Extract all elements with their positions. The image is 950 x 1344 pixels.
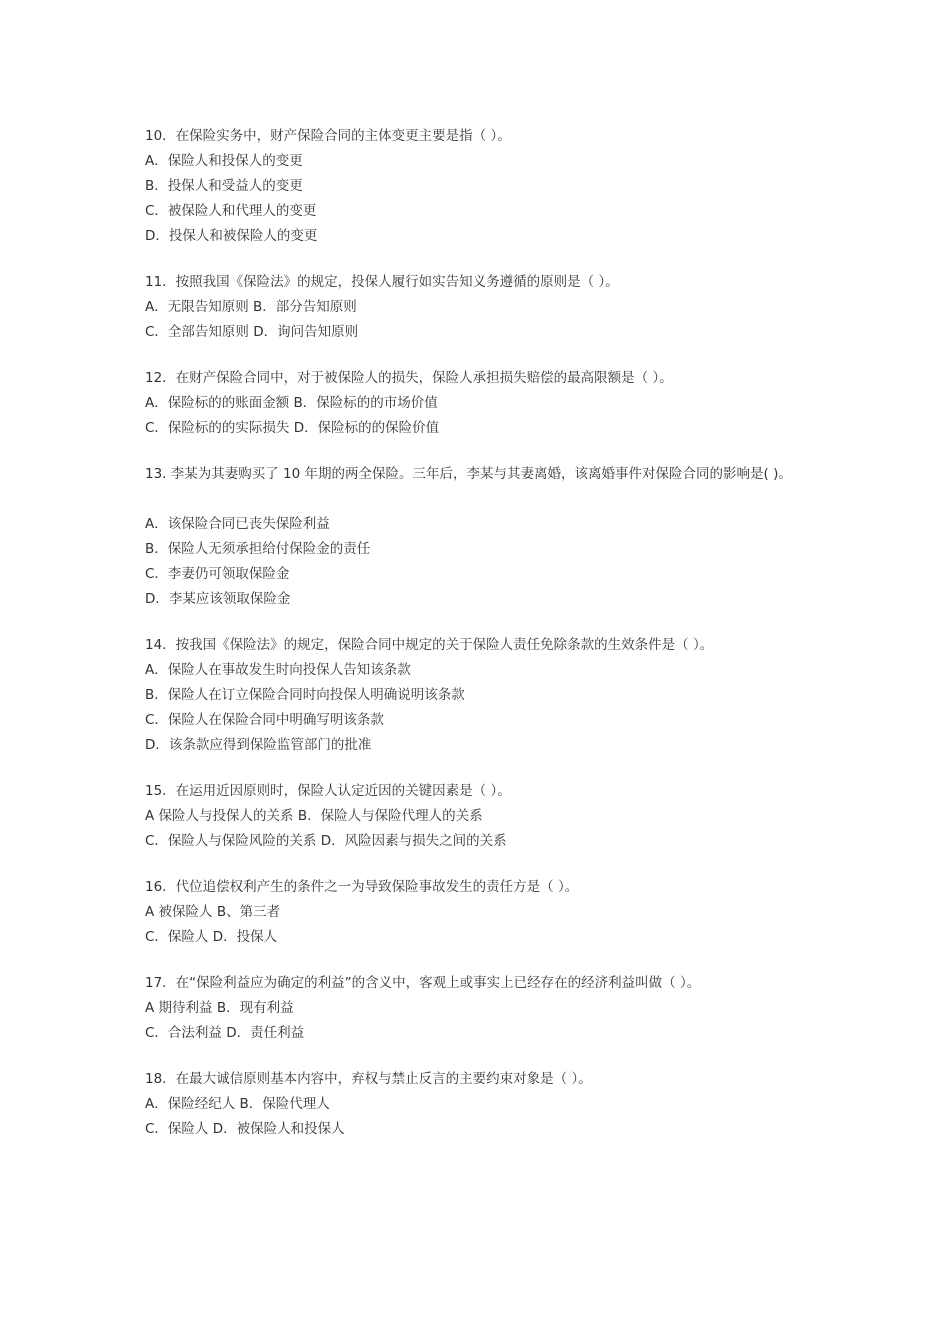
question-stem: 13. 李某为其妻购买了 10 年期的两全保险。三年后，李某与其妻离婚，该离婚事件对保险合同的影响是( )。 xyxy=(145,466,792,482)
question-stem: 11．按照我国《保险法》的规定，投保人履行如实告知义务遵循的原则是（ ）。 xyxy=(145,274,619,290)
question-stem: 12．在财产保险合同中，对于被保险人的损失，保险人承担损失赔偿的最高限额是（ ）。 xyxy=(145,370,673,386)
question-12 xyxy=(145,366,825,441)
option-line: B．保险人无须承担给付保险金的责任 xyxy=(145,541,371,557)
question-10 xyxy=(145,124,825,249)
question-stem: 14．按我国《保险法》的规定，保险合同中规定的关于保险人责任免除条款的生效条件是（ ）。 xyxy=(145,637,714,653)
option-line: D．该条款应得到保险监管部门的批准 xyxy=(145,737,372,753)
option-line: C．合法利益 D．责任利益 xyxy=(145,1025,305,1041)
option-line: A 期待利益 B．现有利益 xyxy=(145,1000,294,1016)
option-line: C．保险标的的实际损失 D．保险标的的保险价值 xyxy=(145,420,440,436)
option-line: C．保险人在保险合同中明确写明该条款 xyxy=(145,712,384,728)
question-stem: 17．在“保险利益应为确定的利益”的含义中，客观上或事实上已经存在的经济利益叫做（ ）。 xyxy=(145,975,701,991)
question-16 xyxy=(145,875,825,950)
option-line: C．全部告知原则 D．询问告知原则 xyxy=(145,324,359,340)
question-18 xyxy=(145,1067,825,1142)
question-stem: 16．代位追偿权利产生的条件之一为导致保险事故发生的责任方是（ ）。 xyxy=(145,879,579,895)
question-list xyxy=(145,124,825,1163)
option-line: A．无限告知原则 B．部分告知原则 xyxy=(145,299,357,315)
option-line: B．保险人在订立保险合同时向投保人明确说明该条款 xyxy=(145,687,465,703)
option-line: B．投保人和受益人的变更 xyxy=(145,178,303,194)
question-stem: 15．在运用近因原则时，保险人认定近因的关键因素是（ ）。 xyxy=(145,783,511,799)
option-line: A 被保险人 B、第三者 xyxy=(145,904,281,920)
question-11 xyxy=(145,270,825,345)
option-line: A 保险人与投保人的关系 B．保险人与保险代理人的关系 xyxy=(145,808,483,824)
option-line: A．该保险合同已丧失保险利益 xyxy=(145,516,330,532)
question-17 xyxy=(145,971,825,1046)
question-stem: 10．在保险实务中，财产保险合同的主体变更主要是指（ ）。 xyxy=(145,128,511,144)
option-line: C．保险人 D．投保人 xyxy=(145,929,278,945)
blank-line xyxy=(145,487,825,512)
option-line: A．保险标的的账面金额 B．保险标的的市场价值 xyxy=(145,395,438,411)
option-line: D．投保人和被保险人的变更 xyxy=(145,228,318,244)
option-line: C．李妻仍可领取保险金 xyxy=(145,566,290,582)
question-15 xyxy=(145,779,825,854)
question-14 xyxy=(145,633,825,758)
question-stem: 18．在最大诚信原则基本内容中，弃权与禁止反言的主要约束对象是（ ）。 xyxy=(145,1071,592,1087)
option-line: A．保险经纪人 B．保险代理人 xyxy=(145,1096,330,1112)
option-line: C．被保险人和代理人的变更 xyxy=(145,203,317,219)
option-line: A．保险人和投保人的变更 xyxy=(145,153,303,169)
option-line: C．保险人 D．被保险人和投保人 xyxy=(145,1121,345,1137)
option-line: C．保险人与保险风险的关系 D．风险因素与损失之间的关系 xyxy=(145,833,507,849)
question-13 xyxy=(145,462,825,612)
option-line: A．保险人在事故发生时向投保人告知该条款 xyxy=(145,662,411,678)
option-line: D．李某应该领取保险金 xyxy=(145,591,291,607)
